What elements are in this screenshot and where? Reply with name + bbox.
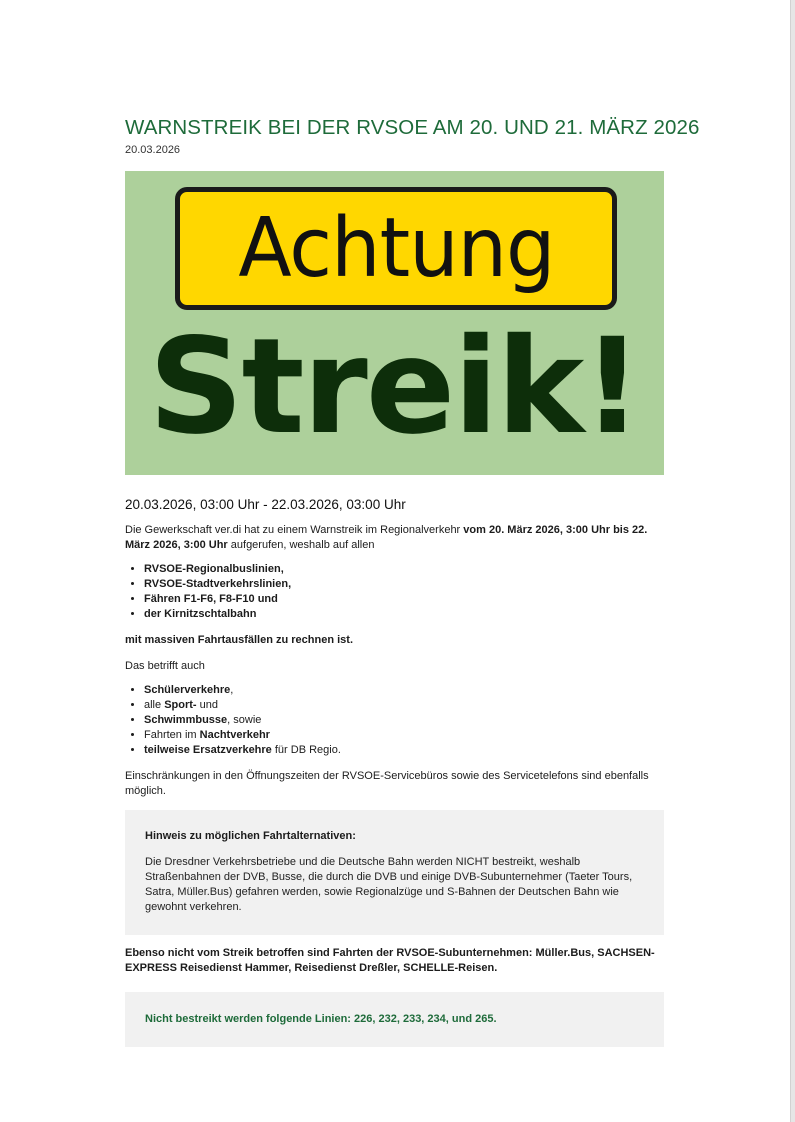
list-item: • teilweise Ersatzverkehre für DB Regio. bbox=[144, 743, 664, 758]
list-item: • der Kirnitzschtalbahn bbox=[144, 607, 664, 622]
box-title: Hinweis zu möglichen Fahrtalternativen: bbox=[145, 830, 356, 842]
list-item: • RVSOE-Regionalbuslinien, bbox=[144, 562, 664, 577]
intro-text-start: Die Gewerkschaft ver.di hat zu einem Warnstreik im Regionalverkehr bbox=[125, 524, 464, 536]
affected-lines-list bbox=[125, 562, 664, 622]
list-item: • Fahrten im Nachtverkehr bbox=[144, 728, 664, 743]
intro-text-dates: vom 20. März 2026, 3:00 Uhr bis 22. März 2026, 3:00 Uhr bbox=[125, 524, 648, 551]
box-body: Die Dresdner Verkehrsbetriebe und die Deutsche Bahn werden NICHT bestreikt, weshalb Straßenbahnen der DVB, Busse, die durch die DVB und einige DVB-Subunternehmer (Taeter Tours, Satra, Müller.Bus) gefahren werden, sowie Regionalzüge und S-Bahnen der Deutschen Bahn wie gewohnt verkehren. bbox=[145, 856, 633, 913]
subcontractors-note: Ebenso nicht vom Streik betroffen sind Fahrten der RVSOE-Subunternehmen: Müller.Bus, SACHSEN-EXPRESS Reisedienst Hammer, Reisedienst Dreßler, SCHELLE-Reisen. bbox=[125, 947, 655, 974]
strike-warning-image bbox=[125, 171, 664, 475]
cancellations-note: mit massiven Fahrtausfällen zu rechnen ist. bbox=[125, 634, 354, 646]
travel-alternatives-box bbox=[125, 810, 664, 935]
article bbox=[125, 114, 700, 1047]
scrollbar[interactable] bbox=[790, 0, 795, 1122]
list-item: • RVSOE-Stadtverkehrslinien, bbox=[144, 577, 664, 592]
strike-headline-text: Streik! bbox=[148, 310, 641, 464]
page-title: WARNSTREIK BEI DER RVSOE AM 20. UND 21. MÄRZ 2026 bbox=[125, 116, 700, 139]
list-item: • Schwimmbusse, sowie bbox=[144, 713, 664, 728]
publish-date: 20.03.2026 bbox=[125, 144, 181, 156]
list-item: • alle Sport- und bbox=[144, 698, 664, 713]
also-affected-list bbox=[125, 683, 664, 758]
list-item: • Fähren F1-F6, F8-F10 und bbox=[144, 592, 664, 607]
intro-text-end: aufgerufen, weshalb auf allen bbox=[227, 539, 375, 551]
office-hours-note: Einschränkungen in den Öffnungszeiten der RVSOE-Servicebüros sowie des Servicetelefons sind ebenfalls möglich. bbox=[125, 770, 649, 797]
list-item: • Schülerverkehre, bbox=[144, 683, 664, 698]
yellow-warning-sign bbox=[175, 187, 617, 310]
unaffected-lines-notice: Nicht bestreikt werden folgende Linien: 226, 232, 233, 234, und 265. bbox=[125, 992, 664, 1047]
intro-paragraph bbox=[125, 523, 664, 553]
strike-period: 20.03.2026, 03:00 Uhr - 22.03.2026, 03:00 Uhr bbox=[125, 497, 406, 512]
also-affected-label: Das betrifft auch bbox=[125, 660, 205, 672]
sign-text: Achtung bbox=[237, 200, 555, 296]
